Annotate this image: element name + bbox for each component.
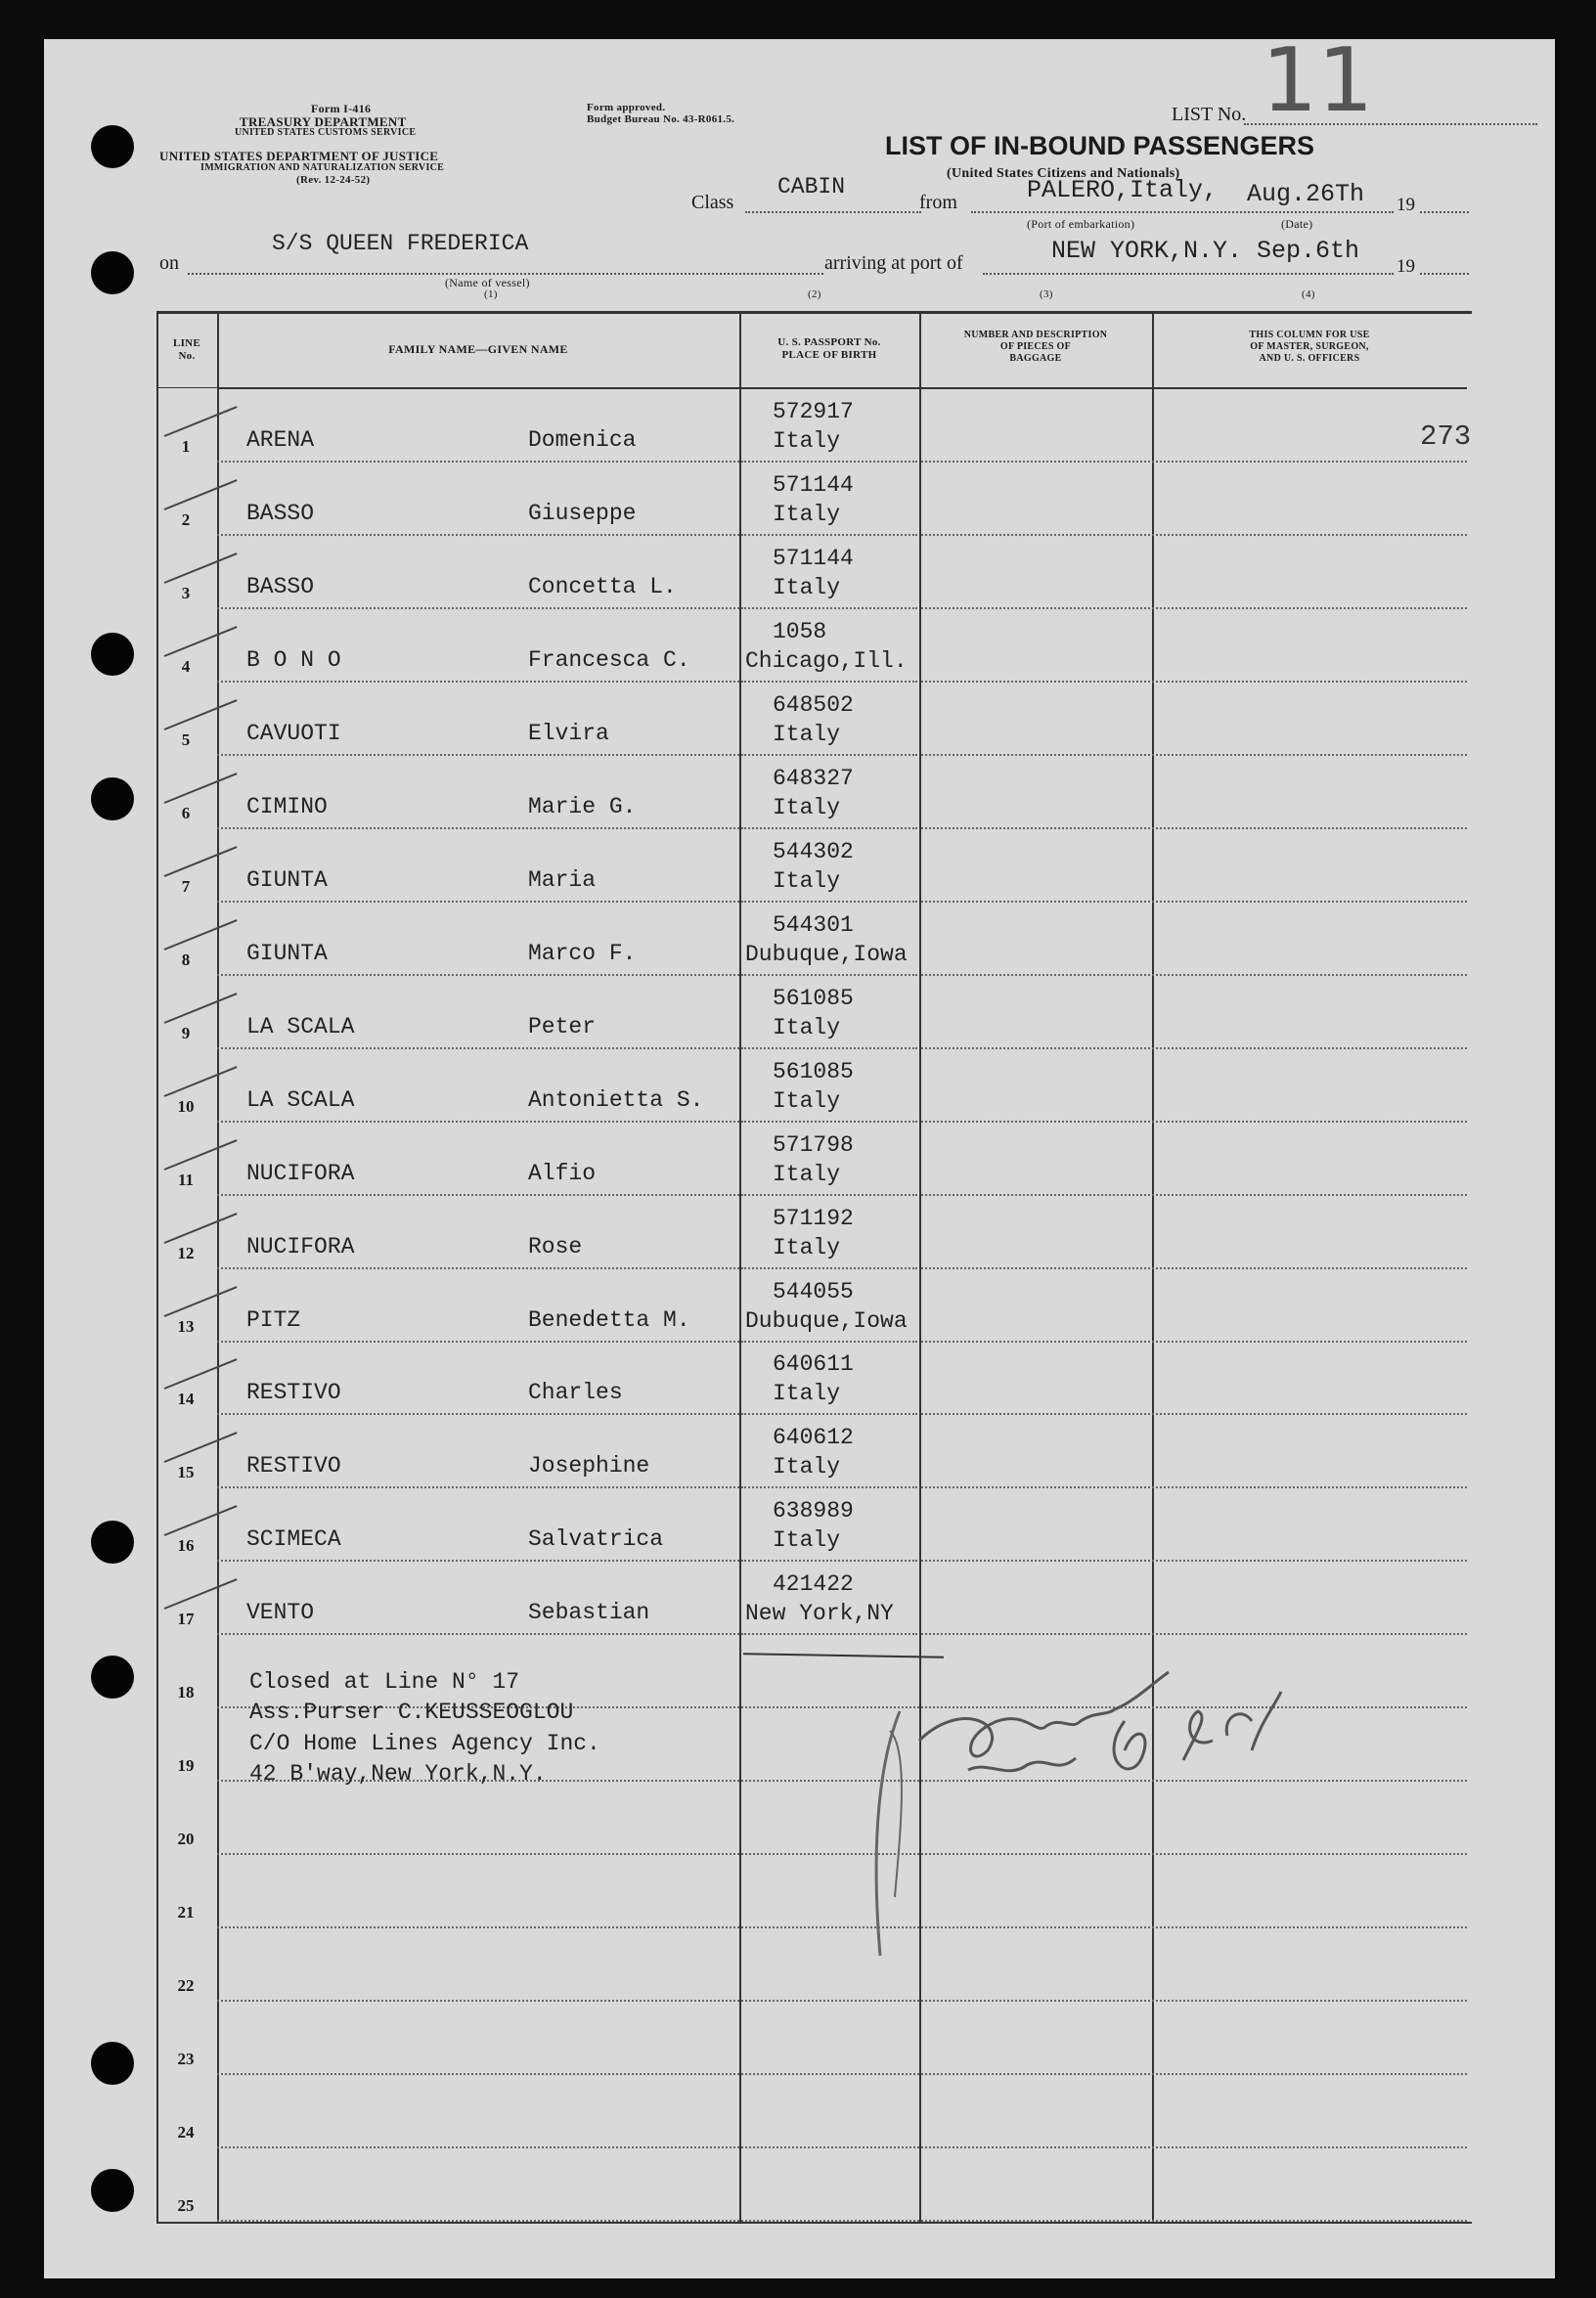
family-name: CAVUOTI (246, 720, 341, 746)
row-divider (1152, 2220, 1467, 2222)
row-divider (741, 754, 917, 756)
row-divider (741, 901, 917, 903)
embarkation-caption: (Port of embarkation) (1027, 217, 1135, 231)
row-divider (921, 461, 1150, 463)
row-divider (921, 901, 1150, 903)
list-no-label: LIST No. (1172, 104, 1247, 125)
line-number: 22 (177, 1976, 195, 1996)
row-divider (217, 827, 739, 829)
row-divider (921, 1413, 1150, 1415)
line-number: 2 (181, 509, 191, 529)
col-line-no-1: LINE (172, 337, 201, 349)
row-divider (741, 2073, 1150, 2075)
row-divider (217, 2220, 739, 2222)
place-of-birth: Italy (773, 501, 841, 527)
row-divider (1152, 974, 1467, 976)
row-divider (921, 974, 1150, 976)
arriving-label: arriving at port of (824, 252, 963, 274)
given-name: Alfio (528, 1160, 597, 1186)
family-name: SCIMECA (246, 1526, 341, 1553)
line-number: 8 (181, 950, 191, 969)
given-name: Maria (528, 866, 597, 893)
given-name: Sebastian (528, 1600, 650, 1626)
family-name: CIMINO (246, 793, 328, 819)
family-name: NUCIFORA (246, 1160, 355, 1186)
given-name: Domenica (528, 427, 637, 453)
row-divider (741, 681, 917, 683)
row-divider (217, 1194, 739, 1196)
revision-label: (Rev. 12-24-52) (296, 174, 371, 186)
family-name: VENTO (246, 1600, 315, 1626)
row-divider (921, 1121, 1150, 1123)
page-subtitle: (United States Citizens and Nationals) (947, 166, 1180, 181)
row-divider (217, 1926, 739, 1928)
place-of-birth: Italy (773, 428, 841, 454)
row-divider (1152, 1267, 1467, 1269)
given-name: Benedetta M. (528, 1306, 690, 1333)
row-divider (921, 1194, 1150, 1196)
row-divider (921, 681, 1150, 683)
row-divider (217, 901, 739, 903)
date-caption: (Date) (1281, 217, 1313, 231)
passport-number: 544302 (773, 838, 854, 864)
passport-number: 640612 (773, 1425, 854, 1451)
row-divider (217, 2073, 739, 2075)
line-number: 13 (177, 1316, 195, 1336)
row-divider (921, 1560, 1150, 1562)
given-name: Rose (528, 1233, 583, 1259)
given-name: Marco F. (528, 940, 637, 966)
caption-3: (3) (1040, 288, 1053, 300)
passport-number: 544301 (773, 911, 854, 938)
embarkation-port: PALERO,Italy, (1027, 176, 1219, 204)
place-of-birth: Italy (773, 1014, 841, 1040)
row-divider (1152, 607, 1467, 609)
binder-hole (91, 1656, 134, 1699)
row-divider (741, 1121, 917, 1123)
form-approved: Form approved. (587, 102, 666, 113)
vessel-caption: (Name of vessel) (445, 276, 530, 289)
row-divider (1152, 1341, 1467, 1343)
row-divider (741, 1486, 917, 1488)
family-name: B O N O (246, 646, 341, 673)
officer-note: 273 (1420, 420, 1472, 453)
place-of-birth: New York,NY (745, 1601, 894, 1627)
row-divider (1152, 1633, 1467, 1635)
family-name: GIUNTA (246, 940, 328, 966)
row-divider (1152, 534, 1467, 536)
class-value: CABIN (777, 174, 846, 199)
row-divider (921, 1047, 1150, 1049)
given-name: Antonietta S. (528, 1086, 704, 1113)
officer-signature (841, 1643, 1330, 1975)
family-name: BASSO (246, 500, 315, 526)
family-name: BASSO (246, 573, 315, 599)
binder-hole (91, 2042, 134, 2085)
page-title: LIST OF IN-BOUND PASSENGERS (885, 131, 1315, 160)
line-number: 5 (181, 729, 191, 749)
given-name: Salvatrica (528, 1526, 664, 1553)
row-divider (921, 827, 1150, 829)
place-of-birth: Italy (773, 1234, 841, 1260)
row-divider (1152, 2073, 1467, 2075)
row-divider (741, 534, 917, 536)
row-divider (1152, 1047, 1467, 1049)
line-number: 19 (177, 1756, 195, 1776)
row-divider (217, 754, 739, 756)
line-number: 15 (177, 1463, 195, 1482)
place-of-birth: Dubuque,Iowa (745, 941, 908, 967)
family-name: LA SCALA (246, 1013, 355, 1039)
place-of-birth: Italy (773, 1087, 841, 1114)
arrival-port: NEW YORK,N.Y. Sep.6th (1051, 237, 1360, 265)
passport-number: 572917 (773, 399, 854, 424)
line-number: 17 (177, 1610, 195, 1629)
on-label: on (159, 252, 179, 274)
row-divider (1152, 1486, 1467, 1488)
passport-number: 640611 (773, 1351, 854, 1378)
row-divider (1152, 1413, 1467, 1415)
row-divider (217, 1413, 739, 1415)
from-label: from (919, 192, 957, 213)
row-divider (217, 607, 739, 609)
row-divider (921, 1633, 1150, 1635)
row-divider (741, 1413, 917, 1415)
caption-4: (4) (1302, 288, 1315, 300)
line-number: 11 (177, 1170, 195, 1189)
line-number: 16 (177, 1536, 195, 1556)
passport-number: 571798 (773, 1131, 854, 1158)
line-number: 10 (177, 1096, 195, 1116)
place-of-birth: Italy (773, 794, 841, 820)
family-name: ARENA (246, 427, 315, 453)
row-divider (741, 607, 917, 609)
col-passport-2: PLACE OF BIRTH (781, 349, 877, 361)
line-number: 7 (181, 876, 191, 896)
given-name: Peter (528, 1013, 597, 1039)
row-divider (217, 1121, 739, 1123)
class-label: Class (691, 192, 734, 213)
binder-hole (91, 1521, 134, 1564)
row-divider (741, 1633, 917, 1635)
row-divider (217, 1047, 739, 1049)
given-name: Josephine (528, 1453, 650, 1480)
list-number: 11 (1262, 29, 1374, 132)
line-number: 12 (177, 1243, 195, 1262)
row-divider (1152, 1121, 1467, 1123)
family-name: LA SCALA (246, 1086, 355, 1113)
place-of-birth: Chicago,Ill. (745, 647, 908, 674)
row-divider (921, 534, 1150, 536)
row-divider (1152, 461, 1467, 463)
binder-hole (91, 633, 134, 676)
row-divider (1152, 827, 1467, 829)
place-of-birth: Italy (773, 721, 841, 747)
row-divider (741, 2000, 1150, 2002)
row-divider (741, 1341, 917, 1343)
line-number: 6 (181, 803, 191, 822)
row-divider (1152, 901, 1467, 903)
given-name: Marie G. (528, 793, 637, 819)
family-name: NUCIFORA (246, 1233, 355, 1259)
line-number: 20 (177, 1830, 195, 1849)
passport-number: 544055 (773, 1278, 854, 1304)
place-of-birth: Dubuque,Iowa (745, 1307, 908, 1334)
justice-label: UNITED STATES DEPARTMENT OF JUSTICE (159, 149, 439, 163)
passport-number: 561085 (773, 985, 854, 1011)
row-divider (217, 1486, 739, 1488)
row-divider (741, 974, 917, 976)
given-name: Elvira (528, 720, 609, 746)
place-of-birth: Italy (773, 1381, 841, 1407)
row-divider (741, 461, 917, 463)
binder-hole (91, 777, 134, 820)
row-divider (1152, 1560, 1467, 1562)
closing-line-1: Closed at Line N° 17 (249, 1669, 520, 1695)
place-of-birth: Italy (773, 574, 841, 600)
passport-number: 1058 (773, 618, 827, 644)
family-name: GIUNTA (246, 866, 328, 893)
passport-number: 571192 (773, 1205, 854, 1231)
row-divider (921, 607, 1150, 609)
vessel-name: S/S QUEEN FREDERICA (272, 231, 529, 256)
row-divider (741, 1560, 917, 1562)
row-divider (921, 1341, 1150, 1343)
row-divider (741, 1267, 917, 1269)
line-number: 24 (177, 2123, 195, 2143)
row-divider (217, 2000, 739, 2002)
family-name: RESTIVO (246, 1380, 341, 1406)
passport-number: 561085 (773, 1058, 854, 1084)
passport-number: 421422 (773, 1571, 854, 1598)
row-divider (217, 461, 739, 463)
caption-1: (1) (484, 288, 498, 300)
line-number: 25 (177, 2196, 195, 2216)
col-name: FAMILY NAME—GIVEN NAME (388, 342, 568, 356)
row-divider (741, 1047, 917, 1049)
place-of-birth: Italy (773, 1527, 841, 1554)
col-officers-3: AND U. S. OFFICERS (1259, 353, 1360, 364)
embarkation-date: Aug.26Th (1247, 180, 1365, 208)
row-divider (921, 1267, 1150, 1269)
treasury-label: TREASURY DEPARTMENT (240, 114, 407, 129)
passport-number: 638989 (773, 1498, 854, 1525)
col-baggage-2: OF PIECES OF (999, 341, 1072, 352)
customs-label: UNITED STATES CUSTOMS SERVICE (235, 127, 417, 138)
row-divider (1152, 681, 1467, 683)
line-number: 18 (177, 1683, 195, 1702)
given-name: Giuseppe (528, 500, 637, 526)
passport-number: 648502 (773, 691, 854, 718)
caption-2: (2) (808, 288, 821, 300)
given-name: Concetta L. (528, 573, 677, 599)
year-prefix-2: 19 (1396, 256, 1415, 277)
family-name: PITZ (246, 1306, 301, 1333)
given-name: Charles (528, 1380, 623, 1406)
row-divider (1152, 2146, 1467, 2148)
budget-bureau: Budget Bureau No. 43-R061.5. (587, 113, 735, 125)
table-top-rule (156, 311, 1472, 314)
row-divider (217, 1267, 739, 1269)
place-of-birth: Italy (773, 1161, 841, 1187)
row-divider (217, 1633, 739, 1635)
passport-number: 648327 (773, 765, 854, 791)
line-number: 9 (181, 1023, 191, 1042)
row-divider (741, 2220, 1150, 2222)
line-number: 14 (177, 1390, 195, 1409)
family-name: RESTIVO (246, 1453, 341, 1480)
closing-line-3: C/O Home Lines Agency Inc. (249, 1731, 600, 1756)
row-divider (741, 2146, 1150, 2148)
row-divider (741, 827, 917, 829)
passport-number: 571144 (773, 471, 854, 498)
row-divider (217, 534, 739, 536)
col-line-no-2: No. (178, 350, 196, 362)
row-divider (1152, 2000, 1467, 2002)
form-number: Form I-416 (311, 102, 372, 115)
row-divider (217, 681, 739, 683)
col-officers-2: OF MASTER, SURGEON, (1250, 341, 1369, 352)
line-number: 4 (181, 656, 191, 676)
line-number: 3 (181, 583, 191, 602)
line-number: 21 (177, 1903, 195, 1922)
col-baggage-1: NUMBER AND DESCRIPTION (963, 330, 1108, 340)
row-divider (1152, 1194, 1467, 1196)
col-officers-1: THIS COLUMN FOR USE (1249, 330, 1370, 340)
given-name: Francesca C. (528, 646, 690, 673)
col-passport-1: U. S. PASSPORT No. (777, 336, 881, 348)
col-baggage-3: BAGGAGE (1009, 353, 1062, 364)
row-divider (921, 1486, 1150, 1488)
row-divider (217, 974, 739, 976)
place-of-birth: Italy (773, 1454, 841, 1480)
row-divider (217, 1853, 739, 1855)
ins-label: IMMIGRATION AND NATURALIZATION SERVICE (200, 162, 445, 173)
row-divider (1152, 754, 1467, 756)
line-number: 23 (177, 2050, 195, 2069)
row-divider (217, 2146, 739, 2148)
row-divider (921, 754, 1150, 756)
line-number: 1 (181, 437, 191, 456)
place-of-birth: Italy (773, 867, 841, 894)
closing-line-2: Ass.Purser C.KEUSSEOGLOU (249, 1700, 574, 1725)
binder-hole (91, 125, 134, 168)
year-prefix: 19 (1396, 195, 1415, 215)
row-divider (217, 1341, 739, 1343)
passport-number: 571144 (773, 545, 854, 571)
binder-hole (91, 251, 134, 294)
row-divider (217, 1560, 739, 1562)
row-divider (741, 1194, 917, 1196)
binder-hole (91, 2169, 134, 2212)
closing-line-4: 42 B'way,New York,N.Y. (249, 1761, 547, 1787)
